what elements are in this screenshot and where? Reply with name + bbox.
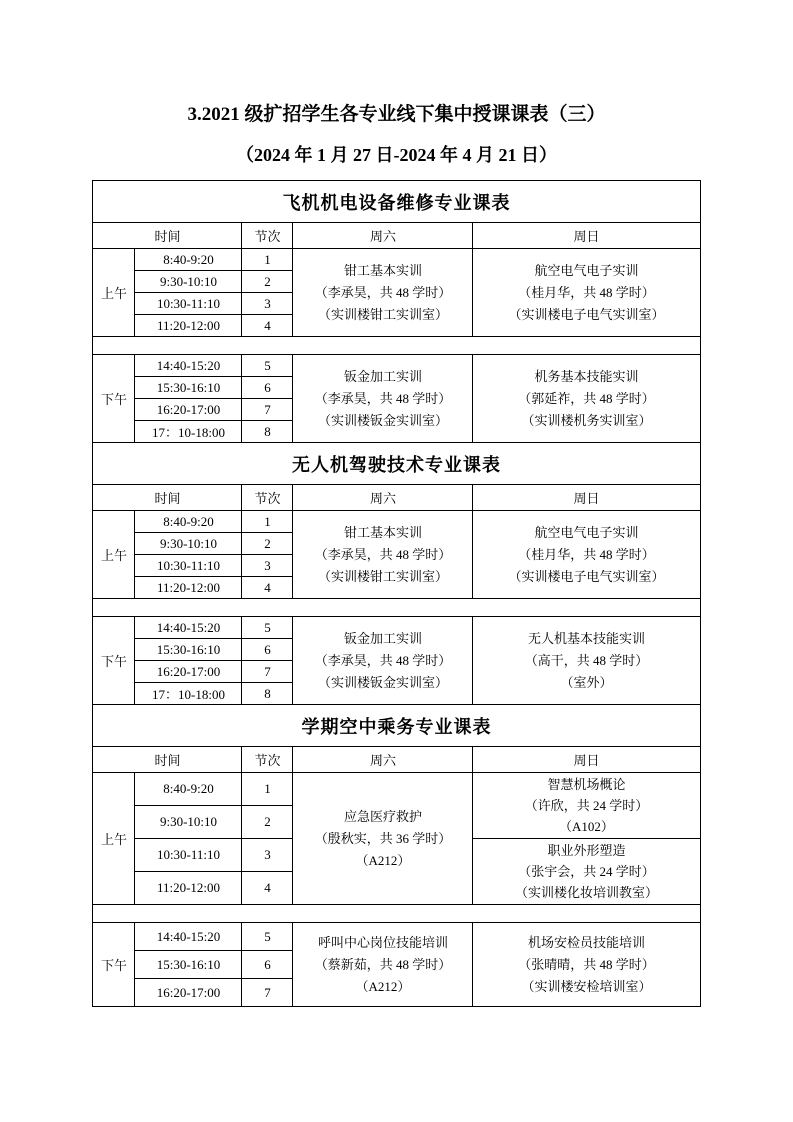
separator-cell (93, 599, 700, 617)
sunday-course-cell-lower (473, 839, 700, 905)
time-cell: 16:20-17:00 (135, 661, 242, 683)
course-teacher-hours: （高干，共 48 学时） (524, 652, 649, 668)
course-teacher-hours: （桂月华，共 48 学时） (518, 546, 655, 562)
course-teacher-hours: （李承昊，共 48 学时） (314, 652, 452, 668)
time-cell: 9:30-10:10 (135, 533, 242, 555)
time-cell: 10:30-11:10 (135, 555, 242, 577)
schedule-table (92, 180, 700, 1007)
table-row (93, 705, 700, 747)
course-name: 应急医疗救护 (343, 808, 422, 824)
session-number-cell: 7 (242, 979, 293, 1007)
course-name: 钣金加工实训 (343, 630, 422, 646)
time-cell: 14:40-15:20 (135, 617, 242, 639)
course-name: 航空电气电子实训 (534, 524, 639, 540)
course-name: 呼叫中心岗位技能培训 (317, 934, 448, 950)
time-cell: 8:40-9:20 (135, 773, 242, 806)
session-number-cell: 4 (242, 577, 293, 599)
session-number-cell: 6 (242, 639, 293, 661)
column-header-saturday: 周六 (293, 747, 473, 773)
table-row (93, 181, 700, 223)
time-cell: 17：10-18:00 (135, 421, 242, 443)
course-room: （实训楼化妆培训教室） (514, 885, 658, 900)
course-teacher-hours: （李承昊，共 48 学时） (314, 284, 452, 300)
column-header-session: 节次 (242, 223, 293, 249)
time-cell: 17：10-18:00 (135, 683, 242, 705)
course-name: 钣金加工实训 (343, 368, 422, 384)
session-number-cell: 1 (242, 773, 293, 806)
column-header-sunday: 周日 (473, 223, 700, 249)
time-cell: 8:40-9:20 (135, 511, 242, 533)
sunday-course-cell (473, 617, 700, 705)
session-number-cell: 2 (242, 533, 293, 555)
session-number-cell: 6 (242, 951, 293, 979)
time-cell: 9:30-10:10 (135, 806, 242, 839)
session-number-cell: 3 (242, 839, 293, 872)
separator-cell (93, 337, 700, 355)
column-header-time: 时间 (93, 485, 242, 511)
course-name: 航空电气电子实训 (534, 262, 639, 278)
session-number-cell: 7 (242, 661, 293, 683)
saturday-course-cell (293, 511, 473, 599)
course-name: 机务基本技能实训 (534, 368, 639, 384)
session-number-cell: 6 (242, 377, 293, 399)
column-header-saturday: 周六 (293, 223, 473, 249)
course-teacher-hours: （殷秋实，共 36 学时） (314, 830, 452, 846)
table-title: 学期空中乘务专业课表 (93, 705, 700, 747)
session-number-cell: 1 (242, 249, 293, 271)
course-room: （A102） (559, 819, 614, 834)
saturday-course-cell (293, 355, 473, 443)
page-subtitle: （2024 年 1 月 27 日-2024 年 4 月 21 日） (236, 145, 557, 165)
time-cell: 11:20-12:00 (135, 315, 242, 337)
course-name: 钳工基本实训 (343, 524, 422, 540)
session-number-cell: 5 (242, 355, 293, 377)
course-teacher-hours: （许欣，共 24 学时） (524, 798, 649, 813)
table-row (93, 923, 700, 951)
course-room: （实训楼电子电气实训室） (508, 568, 665, 584)
sunday-course-cell (473, 923, 700, 1007)
course-room: （室外） (560, 674, 613, 690)
course-teacher-hours: （张宇会，共 24 学时） (518, 864, 655, 879)
period-label-afternoon: 下午 (93, 355, 135, 443)
time-cell: 11:20-12:00 (135, 577, 242, 599)
table-row (93, 355, 700, 377)
page-title: 3.2021 级扩招学生各专业线下集中授课课表（三） (187, 104, 606, 125)
course-room: （实训楼钣金实训室） (317, 412, 448, 428)
table-row (93, 249, 700, 271)
course-teacher-hours: （郭延祚，共 48 学时） (518, 390, 655, 406)
course-room: （A212） (355, 852, 411, 868)
saturday-course-cell (293, 249, 473, 337)
course-name: 钳工基本实训 (343, 262, 422, 278)
table-row (93, 747, 700, 773)
sunday-course-cell (473, 355, 700, 443)
session-number-cell: 5 (242, 617, 293, 639)
time-cell: 16:20-17:00 (135, 979, 242, 1007)
saturday-course-cell (293, 773, 473, 905)
time-cell: 15:30-16:10 (135, 377, 242, 399)
session-number-cell: 4 (242, 315, 293, 337)
course-room: （A212） (355, 978, 411, 994)
table-row (93, 511, 700, 533)
time-cell: 10:30-11:10 (135, 839, 242, 872)
time-cell: 9:30-10:10 (135, 271, 242, 293)
separator-row (93, 599, 700, 617)
column-header-time: 时间 (93, 223, 242, 249)
time-cell: 10:30-11:10 (135, 293, 242, 315)
column-header-sunday: 周日 (473, 485, 700, 511)
table-row (93, 773, 700, 806)
column-header-time: 时间 (93, 747, 242, 773)
session-number-cell: 5 (242, 923, 293, 951)
course-room: （实训楼钳工实训室） (317, 306, 448, 322)
session-number-cell: 3 (242, 293, 293, 315)
column-header-session: 节次 (242, 747, 293, 773)
time-cell: 15:30-16:10 (135, 951, 242, 979)
column-header-session: 节次 (242, 485, 293, 511)
session-number-cell: 1 (242, 511, 293, 533)
table-row (93, 485, 700, 511)
session-number-cell: 8 (242, 683, 293, 705)
time-cell: 11:20-12:00 (135, 872, 242, 905)
course-name: 机场安检员技能培训 (527, 934, 645, 950)
table-row (93, 617, 700, 639)
separator-row (93, 337, 700, 355)
session-number-cell: 8 (242, 421, 293, 443)
session-number-cell: 3 (242, 555, 293, 577)
course-name: 智慧机场概论 (547, 777, 626, 792)
course-room: （实训楼钳工实训室） (317, 568, 448, 584)
period-label-morning: 上午 (93, 773, 135, 905)
period-label-afternoon: 下午 (93, 923, 135, 1007)
course-teacher-hours: （李承昊，共 48 学时） (314, 546, 452, 562)
session-number-cell: 2 (242, 271, 293, 293)
separator-row (93, 905, 700, 923)
session-number-cell: 4 (242, 872, 293, 905)
time-cell: 16:20-17:00 (135, 399, 242, 421)
sunday-course-cell (473, 511, 700, 599)
course-room: （实训楼钣金实训室） (317, 674, 448, 690)
time-cell: 14:40-15:20 (135, 355, 242, 377)
course-teacher-hours: （李承昊，共 48 学时） (314, 390, 452, 406)
column-header-sunday: 周日 (473, 747, 700, 773)
session-number-cell: 7 (242, 399, 293, 421)
course-room: （实训楼安检培训室） (521, 978, 652, 994)
table-row (93, 443, 700, 485)
course-teacher-hours: （蔡新茹，共 48 学时） (314, 956, 452, 972)
table-title: 飞机机电设备维修专业课表 (93, 181, 700, 223)
sunday-course-cell (473, 249, 700, 337)
separator-cell (93, 905, 700, 923)
time-cell: 15:30-16:10 (135, 639, 242, 661)
sunday-course-cell-upper (473, 773, 700, 839)
table-row (93, 223, 700, 249)
time-cell: 8:40-9:20 (135, 249, 242, 271)
course-room: （实训楼机务实训室） (521, 412, 652, 428)
column-header-saturday: 周六 (293, 485, 473, 511)
period-label-afternoon: 下午 (93, 617, 135, 705)
saturday-course-cell (293, 923, 473, 1007)
saturday-course-cell (293, 617, 473, 705)
course-teacher-hours: （张晴晴，共 48 学时） (518, 956, 655, 972)
course-name: 职业外形塑造 (547, 843, 626, 858)
period-label-morning: 上午 (93, 511, 135, 599)
session-number-cell: 2 (242, 806, 293, 839)
course-room: （实训楼电子电气实训室） (508, 306, 665, 322)
table-title: 无人机驾驶技术专业课表 (93, 443, 700, 485)
course-name: 无人机基本技能实训 (527, 630, 645, 646)
time-cell: 14:40-15:20 (135, 923, 242, 951)
period-label-morning: 上午 (93, 249, 135, 337)
course-teacher-hours: （桂月华，共 48 学时） (518, 284, 655, 300)
